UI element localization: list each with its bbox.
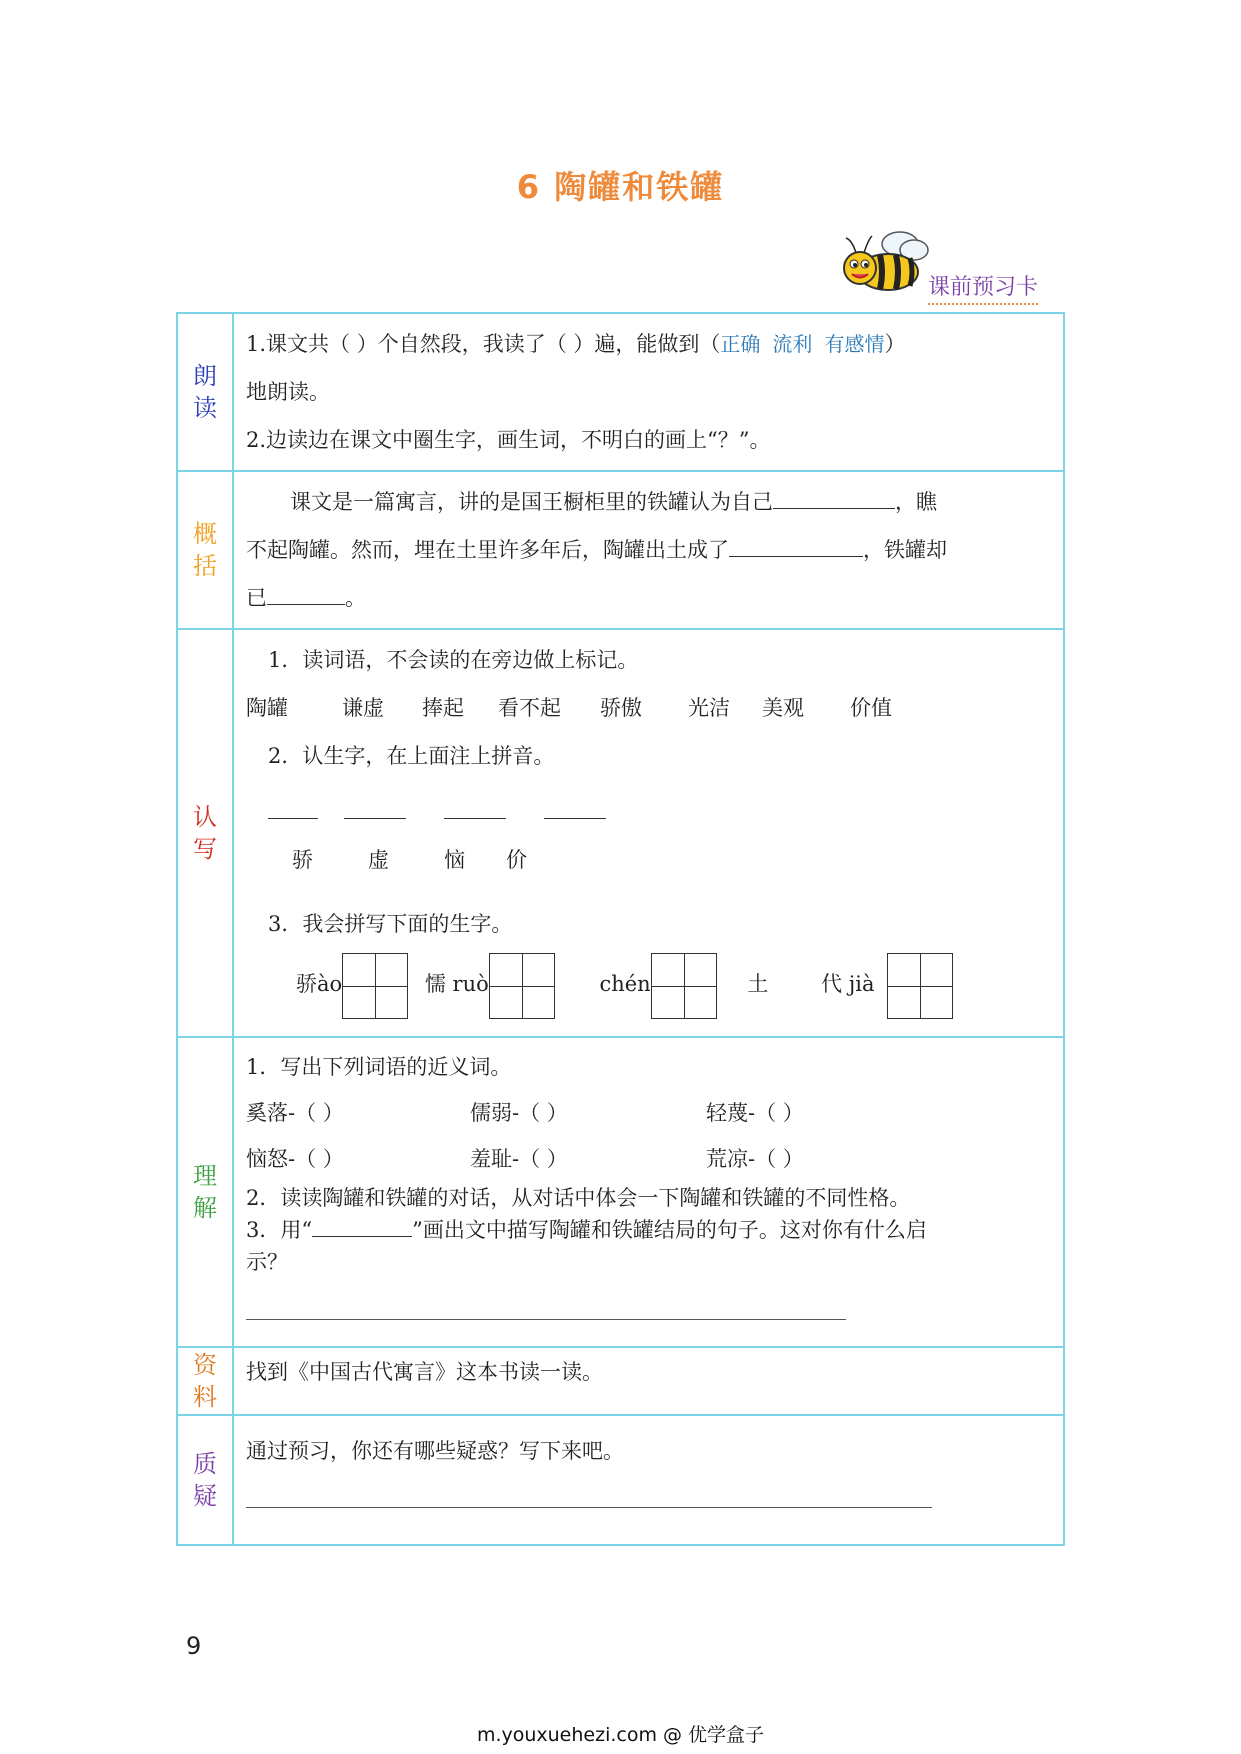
reading-q1 [246, 320, 1053, 368]
reading-q1-text: 1.课文共（ ）个自然段，我读了（ ）遍，能做到（ [246, 332, 721, 356]
cat-summary [177, 471, 233, 629]
footer-watermark: m.youxuehezi.com @ 优学盒子 [476, 1724, 765, 1746]
understand-q3-c: 示？ [246, 1250, 288, 1274]
spell-prompt: 懦 ruò [424, 972, 489, 996]
synonym-item[interactable]: 荒凉-（ ） [706, 1147, 804, 1171]
cat-question [177, 1415, 233, 1545]
cat-recognize [177, 629, 233, 1037]
preview-table [176, 312, 1065, 1546]
cat-reading [177, 313, 233, 471]
word-item: 光洁 [688, 696, 730, 720]
char-item: 骄 [292, 848, 313, 872]
synonym-item[interactable]: 奚落-（ ） [246, 1101, 344, 1125]
pinyin-blanks [246, 780, 1053, 836]
cat-char: 认 [193, 803, 217, 831]
pinyin-blank[interactable] [444, 790, 506, 819]
pinyin-blank[interactable] [544, 790, 606, 819]
understand-q3-a: 3．用“ [246, 1218, 313, 1242]
understand-q3 [246, 1214, 1053, 1246]
understand-content [233, 1037, 1064, 1347]
spell-prompt: 代 jià [821, 972, 875, 996]
row-material [177, 1347, 1064, 1415]
word-item: 陶罐 [246, 696, 288, 720]
cat-char: 解 [193, 1194, 217, 1222]
summary-t6: 。 [345, 586, 366, 610]
writing-grid[interactable] [489, 953, 555, 1019]
cat-char: 资 [193, 1351, 217, 1379]
page-number: 9 [186, 1632, 202, 1660]
cat-material [177, 1347, 233, 1415]
word-list [246, 684, 1053, 732]
summary-blank-2[interactable] [729, 528, 863, 557]
row-summary [177, 471, 1064, 629]
synonym-item[interactable]: 恼怒-（ ） [246, 1147, 344, 1171]
row-recognize [177, 629, 1064, 1037]
cat-char: 写 [193, 835, 217, 863]
preview-card-label: 课前预习卡 [928, 270, 1038, 305]
synonym-item[interactable]: 儒弱-（ ） [470, 1101, 568, 1125]
writing-grid[interactable] [887, 953, 953, 1019]
spell-prompt: 骄ào [296, 972, 343, 996]
summary-t1: 课文是一篇寓言，讲的是国王橱柜里的铁罐认为自己 [290, 490, 773, 514]
char-item: 价 [506, 848, 527, 872]
understand-q3-blank[interactable] [312, 1216, 412, 1237]
answer-line[interactable] [246, 1506, 932, 1508]
reading-options: 正确 流利 有感情 [720, 332, 885, 356]
question-text: 通过预习，你还有哪些疑惑？写下来吧。 [246, 1439, 624, 1463]
summary-line1 [246, 478, 1053, 526]
row-reading [177, 313, 1064, 471]
reading-content [233, 313, 1064, 471]
row-question [177, 1415, 1064, 1545]
cat-char: 质 [193, 1450, 217, 1478]
spell-prompt: chén [599, 972, 651, 996]
synonym-row-1 [246, 1090, 1053, 1136]
summary-line2 [246, 526, 1053, 574]
question-content [233, 1415, 1064, 1545]
pinyin-blank[interactable] [268, 790, 318, 819]
cat-char: 读 [193, 394, 217, 422]
material-text: 找到《中国古代寓言》这本书读一读。 [246, 1360, 603, 1384]
word-item: 美观 [762, 696, 804, 720]
summary-t4: ，铁罐却 [863, 538, 947, 562]
word-item: 价值 [850, 696, 892, 720]
cat-char: 理 [193, 1162, 217, 1190]
writing-grid[interactable] [342, 953, 408, 1019]
summary-line3 [246, 574, 1053, 622]
char-item: 虚 [368, 848, 389, 872]
summary-t3: 不起陶罐。然而，埋在土里许多年后，陶罐出土成了 [246, 538, 729, 562]
char-item: 恼 [444, 848, 465, 872]
writing-grid[interactable] [651, 953, 717, 1019]
word-item: 骄傲 [600, 696, 642, 720]
answer-line[interactable] [246, 1318, 846, 1320]
bee-icon [838, 228, 938, 298]
reading-q1-cont: 地朗读。 [246, 380, 330, 404]
understand-q2: 2．读读陶罐和铁罐的对话，从对话中体会一下陶罐和铁罐的不同性格。 [246, 1186, 911, 1210]
cat-char: 疑 [193, 1482, 217, 1510]
reading-q1-close: ） [884, 332, 906, 356]
pinyin-blank[interactable] [344, 790, 406, 819]
summary-t5: 已 [246, 586, 267, 610]
word-item: 谦虚 [342, 696, 384, 720]
summary-blank-3[interactable] [267, 576, 345, 605]
understand-q1: 1．写出下列词语的近义词。 [246, 1055, 512, 1079]
spell-prompt: 土 [747, 972, 769, 996]
recognize-q1: 1．读词语，不会读的在旁边做上标记。 [268, 648, 639, 672]
cat-char: 概 [193, 520, 217, 548]
summary-blank-1[interactable] [773, 480, 895, 509]
cat-understand [177, 1037, 233, 1347]
recognize-q3: 3．我会拼写下面的生字。 [268, 912, 513, 936]
understand-q3-b: ”画出文中描写陶罐和铁罐结局的句子。这对你有什么启 [412, 1218, 927, 1242]
cat-char: 朗 [193, 362, 217, 390]
char-list [246, 836, 1053, 884]
page-title: 6 陶罐和铁罐 [516, 168, 725, 206]
summary-content [233, 471, 1064, 629]
word-item: 看不起 [498, 696, 561, 720]
spell-row [246, 948, 1053, 1020]
reading-q2: 2.边读边在课文中圈生字，画生词，不明白的画上“？”。 [246, 428, 771, 452]
recognize-q2: 2．认生字，在上面注上拼音。 [268, 744, 555, 768]
cat-char: 料 [193, 1383, 217, 1411]
synonym-item[interactable]: 羞耻-（ ） [470, 1147, 568, 1171]
word-item: 捧起 [422, 696, 464, 720]
recognize-content [233, 629, 1064, 1037]
material-content [233, 1347, 1064, 1415]
row-understand [177, 1037, 1064, 1347]
cat-char: 括 [193, 552, 217, 580]
summary-t2: ，瞧 [895, 490, 937, 514]
synonym-row-2 [246, 1136, 1053, 1182]
synonym-item[interactable]: 轻蔑-（ ） [706, 1101, 804, 1125]
